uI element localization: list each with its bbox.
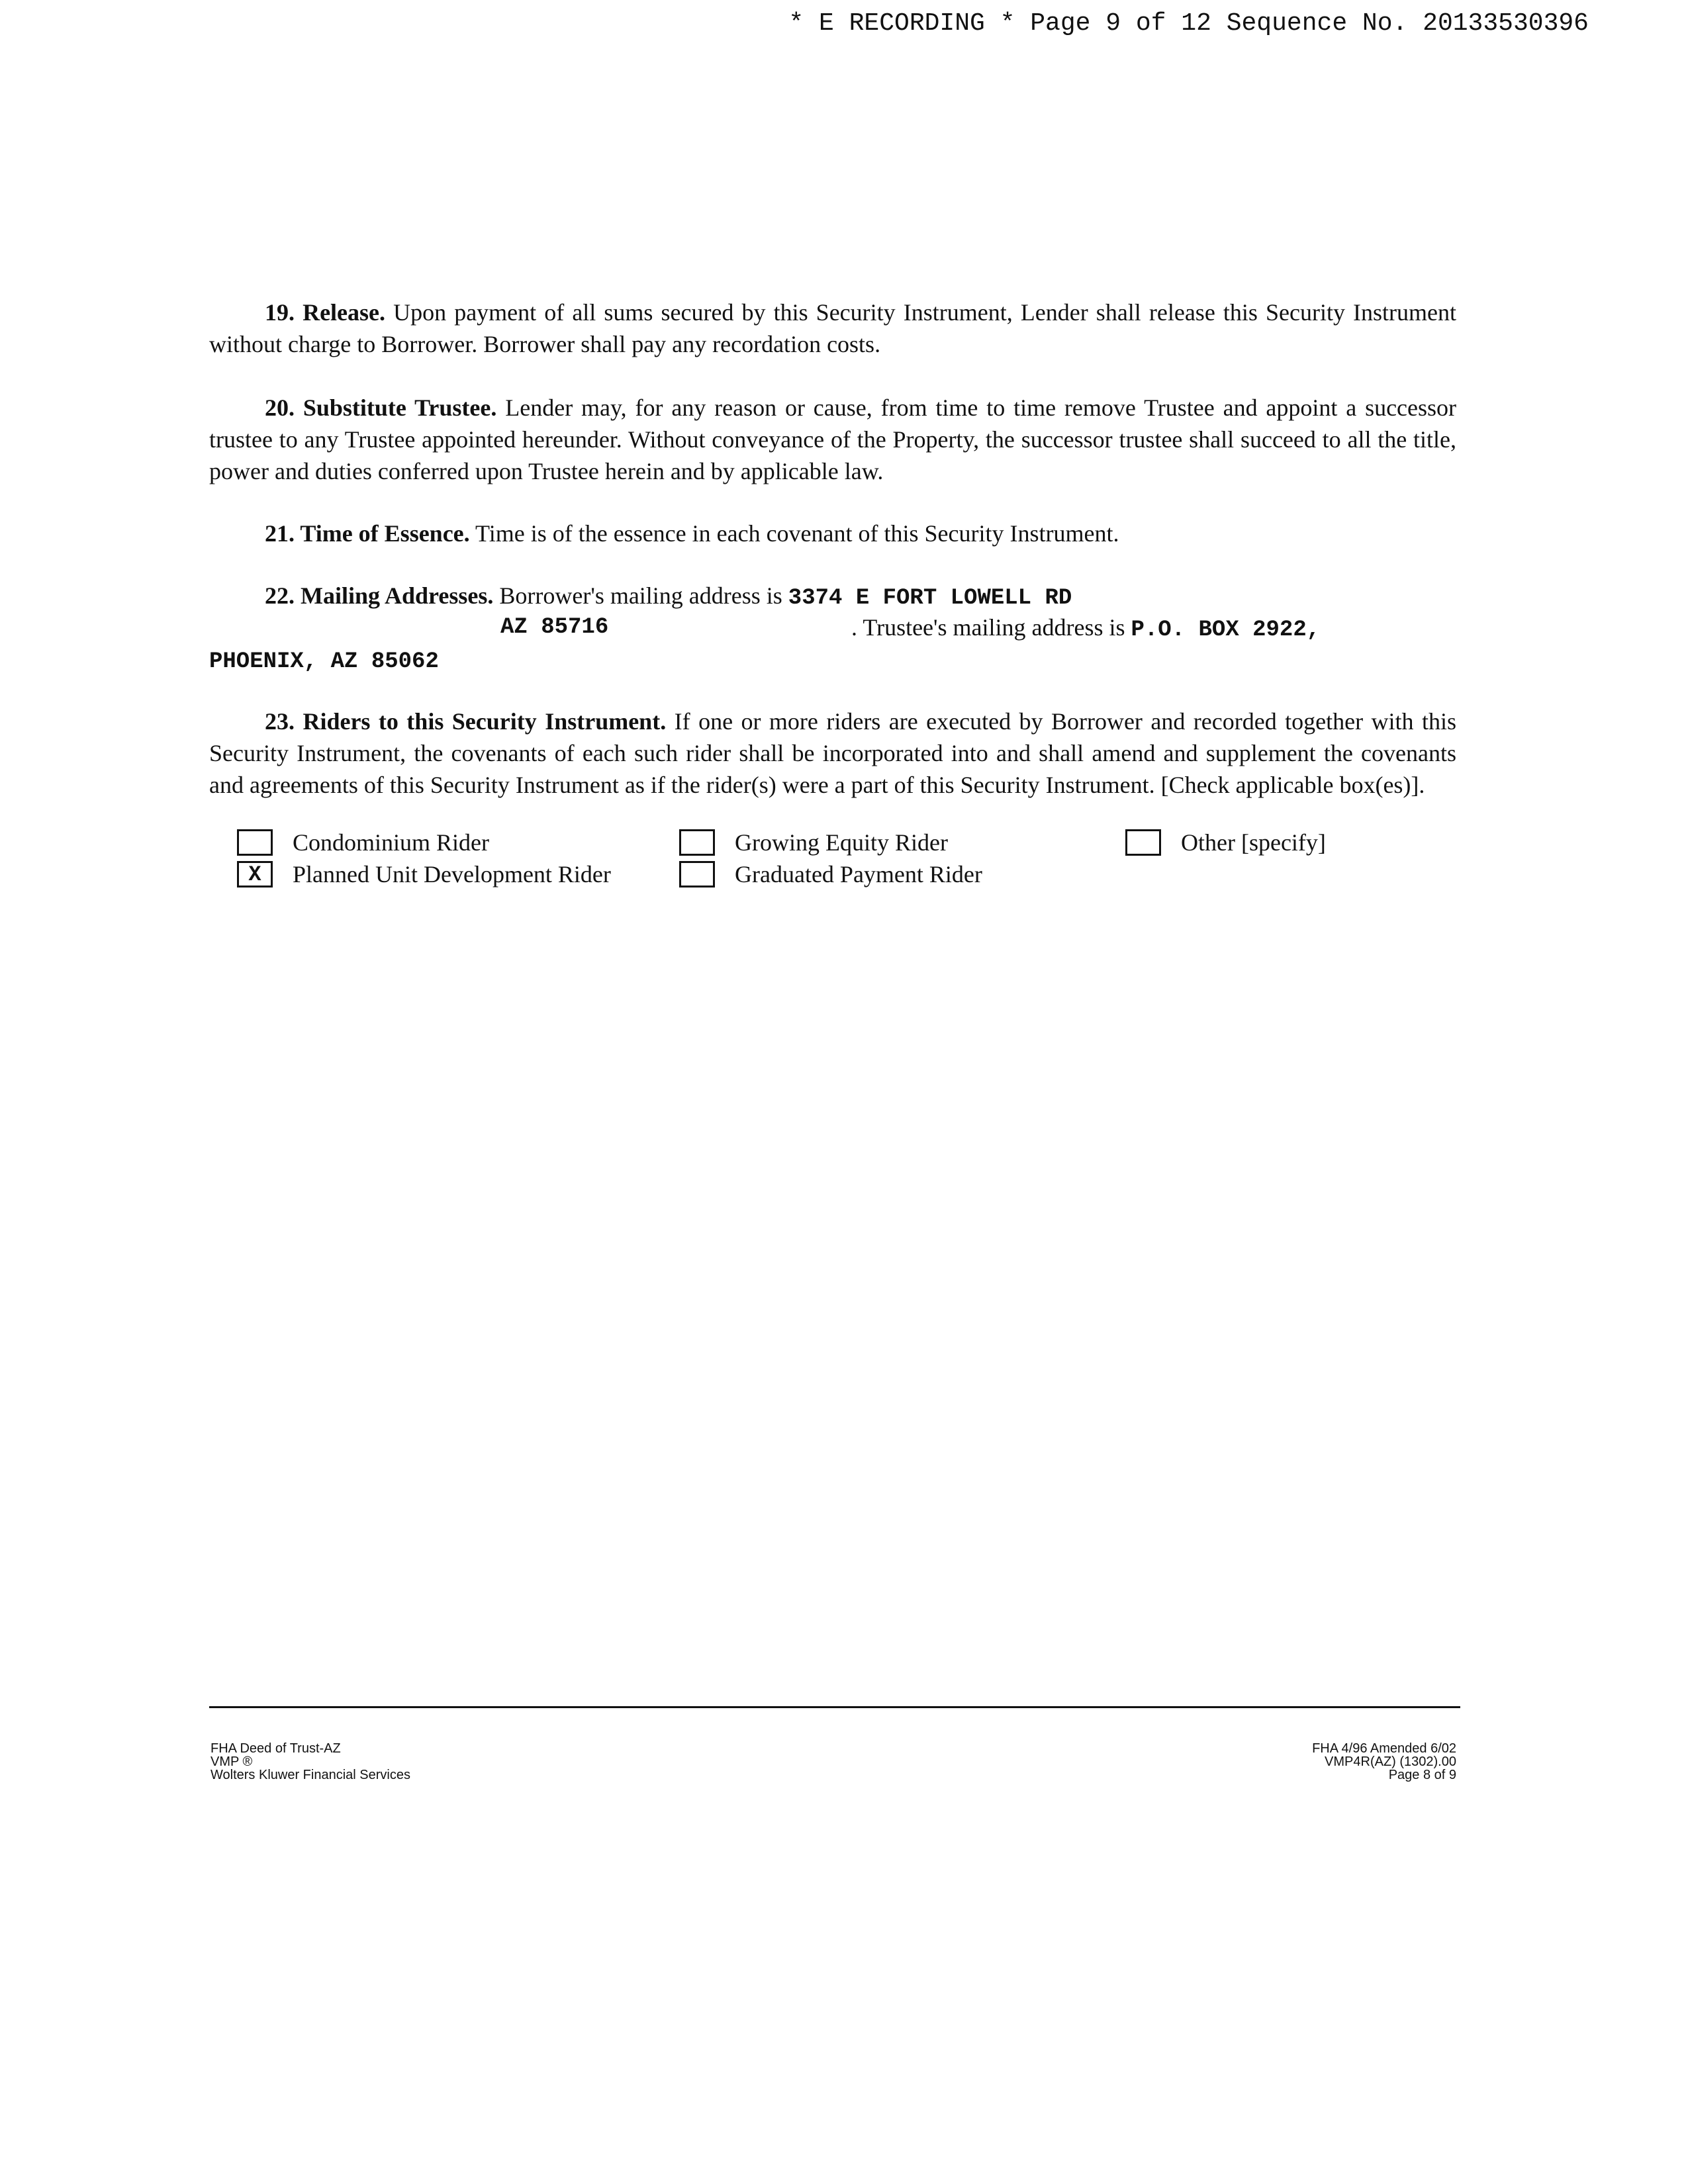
recording-header: * E RECORDING * Page 9 of 12 Sequence No. 20133530396 [788, 9, 1589, 38]
rider-option-graduated-payment[interactable] [679, 859, 982, 889]
rider-label: Other [specify] [1181, 829, 1326, 856]
trustee-address-line1: P.O. BOX 2922, [1131, 617, 1321, 643]
section-title: 23. Riders to this Security Instrument. [265, 708, 667, 735]
footer-form-version: FHA 4/96 Amended 6/02 [1312, 1741, 1456, 1756]
section-text: Time is of the essence in each covenant of this Security Instrument. [475, 520, 1119, 547]
footer-right [1312, 1742, 1456, 1782]
footer-form-name: FHA Deed of Trust-AZ [211, 1741, 341, 1756]
checkbox[interactable] [679, 861, 715, 887]
trustee-address-prefix: . Trustee's mailing address is [851, 614, 1125, 641]
rider-label: Growing Equity Rider [735, 829, 948, 856]
trustee-address-line2: PHOENIX, AZ 85062 [209, 649, 439, 674]
section-text: Upon payment of all sums secured by this Security Instrument, Lender shall release this Security Instrument without charge to Borrower. Borrower shall pay any recordation costs. [209, 299, 1457, 357]
section-text: Lender may, for any reason or cause, from time to time remove Trustee and appoint a successor trustee to any Trustee appointed hereunder. Without conveyance of the Property, the successor trustee shall succeed to all the title, power and duties conferred upon Trustee herein and by applicable law. [209, 394, 1457, 484]
footer-publisher: Wolters Kluwer Financial Services [211, 1768, 410, 1782]
footer-divider [209, 1706, 1460, 1708]
footer-form-code: VMP4R(AZ) (1302).00 [1325, 1754, 1456, 1769]
section-title: 21. Time of Essence. [265, 520, 470, 547]
borrower-address-prefix: Borrower's mailing address is [499, 582, 782, 609]
section-mailing-addresses [209, 580, 1456, 679]
rider-label: Planned Unit Development Rider [293, 861, 611, 887]
rider-checklist [237, 827, 1429, 900]
rider-label: Graduated Payment Rider [735, 861, 982, 887]
section-title: 22. Mailing Addresses. [265, 582, 494, 609]
section-substitute-trustee [209, 392, 1456, 487]
rider-option-growing-equity[interactable] [679, 827, 948, 858]
section-riders [209, 705, 1456, 801]
borrower-address-line2: AZ 85716 [500, 615, 609, 640]
rider-label: Condominium Rider [293, 829, 489, 856]
footer-left [211, 1742, 410, 1782]
section-release [209, 296, 1456, 360]
borrower-address-line1: 3374 E FORT LOWELL RD [788, 586, 1072, 611]
section-title: 20. Substitute Trustee. [265, 394, 497, 421]
checkbox[interactable] [237, 829, 273, 856]
footer-vmp: VMP ® [211, 1754, 253, 1769]
footer-page-number: Page 8 of 9 [1388, 1768, 1456, 1782]
section-text: If one or more riders are executed by Borrower and recorded together with this Security Instrument, the covenants of each such rider shall be incorporated into and shall amend and supplement the covenants and agreements of this Security Instrument as if the rider(s) were a part of this Security Instrument. [Check applicable box(es)]. [209, 708, 1456, 798]
checkbox[interactable] [679, 829, 715, 856]
section-title: 19. Release. [265, 299, 386, 326]
checkbox[interactable] [1125, 829, 1161, 856]
rider-option-planned-unit-development[interactable] [237, 859, 611, 889]
rider-option-other[interactable] [1125, 827, 1326, 858]
checkbox[interactable]: X [237, 861, 273, 887]
rider-option-condominium[interactable] [237, 827, 489, 858]
section-time-of-essence [209, 518, 1456, 549]
